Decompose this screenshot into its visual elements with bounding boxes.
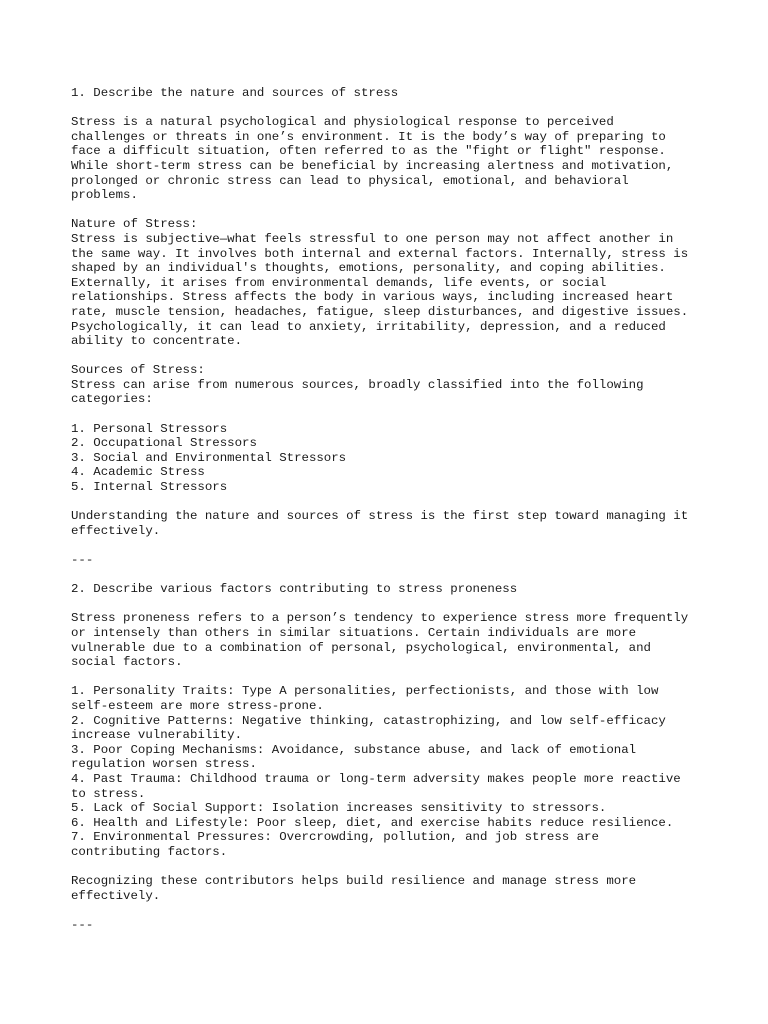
- list-item: regulation worsen stress.: [71, 757, 257, 772]
- paragraph-line: relationships. Stress affects the body in various ways, including increased heart: [71, 290, 674, 305]
- list-item: 7. Environmental Pressures: Overcrowding, pollution, and job stress are: [71, 830, 599, 845]
- section-divider: ---: [71, 553, 94, 567]
- list-item: 4. Past Trauma: Childhood trauma or long-term adversity makes people more reactive: [71, 771, 681, 786]
- list-item: to stress.: [71, 786, 146, 801]
- list-item: 2. Occupational Stressors: [71, 436, 257, 451]
- sources-heading: Sources of Stress:: [71, 363, 205, 378]
- document-page: [71, 86, 711, 932]
- paragraph-line: Recognizing these contributors helps build resilience and manage stress more: [71, 874, 637, 889]
- paragraph-line: social factors.: [71, 655, 183, 670]
- section1-heading: 1. Describe the nature and sources of stress: [71, 86, 399, 100]
- paragraph-line: categories:: [71, 392, 153, 407]
- paragraph-line: problems.: [71, 188, 138, 203]
- nature-paragraph: [71, 232, 711, 349]
- paragraph-line: Stress can arise from numerous sources, broadly classified into the following: [71, 377, 644, 392]
- list-item: self-esteem are more stress-prone.: [71, 698, 324, 713]
- sources-intro-paragraph: [71, 378, 711, 407]
- list-item: 3. Poor Coping Mechanisms: Avoidance, substance abuse, and lack of emotional: [71, 742, 637, 757]
- section-divider: ---: [71, 917, 94, 932]
- paragraph-line: While short-term stress can be beneficial by increasing alertness and motivation,: [71, 158, 674, 173]
- list-item: increase vulnerability.: [71, 728, 243, 743]
- paragraph-line: ability to concentrate.: [71, 334, 243, 349]
- paragraph-line: Stress is a natural psychological and physiological response to perceived: [71, 115, 614, 130]
- paragraph-line: shaped by an individual's thoughts, emotions, personality, and coping abilities.: [71, 261, 666, 276]
- list-item: 2. Cognitive Patterns: Negative thinking, catastrophizing, and low self-efficacy: [71, 713, 666, 728]
- paragraph-line: challenges or threats in one’s environment. It is the body’s way of preparing to: [71, 129, 666, 144]
- list-item: 6. Health and Lifestyle: Poor sleep, diet, and exercise habits reduce resilience.: [71, 815, 674, 830]
- list-item: 5. Internal Stressors: [71, 480, 228, 495]
- section1-conclusion: [71, 509, 711, 538]
- list-item: 1. Personal Stressors: [71, 421, 228, 436]
- paragraph-line: Externally, it arises from environmental demands, life events, or social: [71, 275, 607, 290]
- paragraph-line: rate, muscle tension, headaches, fatigue, sleep disturbances, and digestive issues.: [71, 304, 689, 319]
- section2-conclusion: [71, 874, 711, 903]
- paragraph-line: prolonged or chronic stress can lead to physical, emotional, and behavioral: [71, 173, 629, 188]
- paragraph-line: the same way. It involves both internal and external factors. Internally, stress is: [71, 246, 689, 261]
- list-item: 3. Social and Environmental Stressors: [71, 450, 347, 465]
- paragraph-line: Stress is subjective—what feels stressful to one person may not affect another in: [71, 231, 674, 246]
- list-item: 4. Academic Stress: [71, 465, 205, 480]
- paragraph-line: vulnerable due to a combination of personal, psychological, environmental, and: [71, 640, 651, 655]
- section2-heading: 2. Describe various factors contributing to stress proneness: [71, 582, 518, 597]
- paragraph-line: effectively.: [71, 888, 161, 903]
- list-item: 1. Personality Traits: Type A personalities, perfectionists, and those with low: [71, 684, 659, 699]
- section2-intro-paragraph: [71, 611, 711, 669]
- section1-intro-paragraph: [71, 115, 711, 203]
- paragraph-line: Understanding the nature and sources of stress is the first step toward managing it: [71, 509, 689, 524]
- nature-heading: Nature of Stress:: [71, 217, 198, 232]
- paragraph-line: face a difficult situation, often referred to as the "fight or flight" response.: [71, 144, 666, 159]
- list-item: contributing factors.: [71, 844, 228, 859]
- sources-list: [71, 422, 711, 495]
- paragraph-line: Stress proneness refers to a person’s tendency to experience stress more frequently: [71, 611, 689, 626]
- factors-list: [71, 684, 711, 859]
- paragraph-line: Psychologically, it can lead to anxiety, irritability, depression, and a reduced: [71, 319, 666, 334]
- paragraph-line: or intensely than others in similar situations. Certain individuals are more: [71, 625, 637, 640]
- paragraph-line: effectively.: [71, 523, 161, 538]
- list-item: 5. Lack of Social Support: Isolation increases sensitivity to stressors.: [71, 801, 607, 816]
